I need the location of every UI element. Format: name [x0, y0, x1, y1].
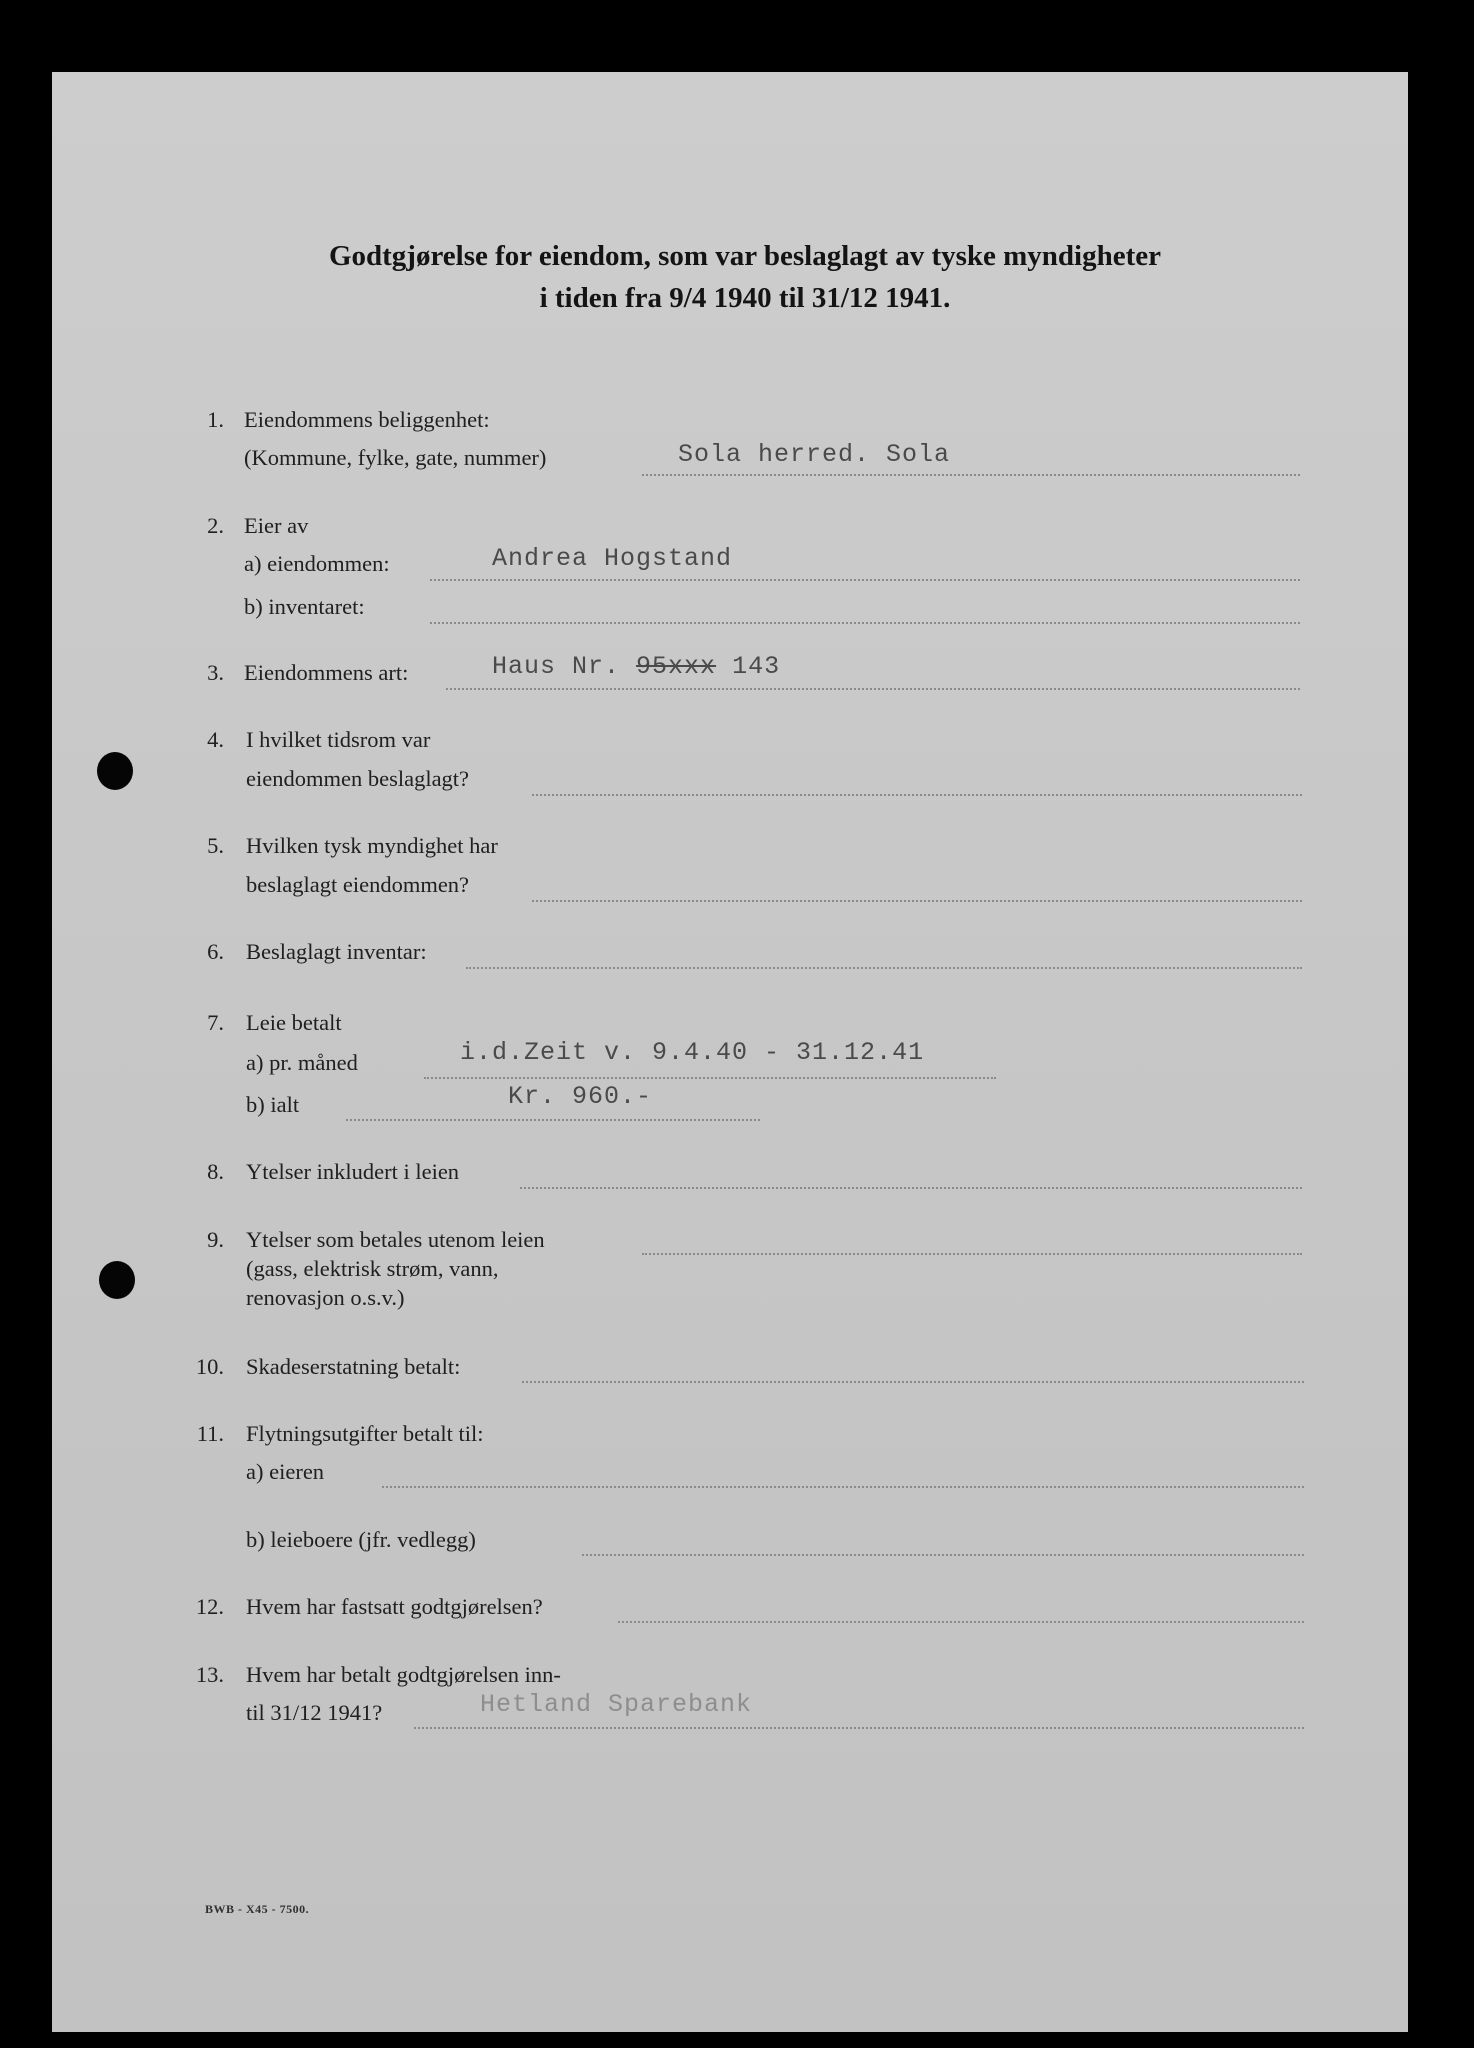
- form-page: [52, 72, 1408, 2032]
- item-12-line: [618, 1621, 1304, 1623]
- item-3-label: Eiendommens art:: [244, 660, 409, 685]
- item-3-value-suffix: 143: [732, 652, 781, 681]
- item-1-number: 1.: [207, 407, 224, 432]
- item-13-label: Hvem har betalt godtgjørelsen inn-: [246, 1662, 561, 1687]
- item-2a-value: Andrea Hogstand: [492, 544, 733, 573]
- item-9-sublabel2: renovasjon o.s.v.): [246, 1285, 405, 1310]
- punch-hole-top: [97, 752, 133, 790]
- item-11-label: Flytningsutgifter betalt til:: [246, 1421, 484, 1446]
- item-2a-line: [430, 579, 1300, 581]
- item-5-sublabel: beslaglagt eiendommen?: [246, 872, 470, 897]
- item-7b-label: b) ialt: [246, 1092, 300, 1117]
- item-5-label: Hvilken tysk myndighet har: [246, 833, 498, 858]
- item-2-label: Eier av: [244, 513, 309, 538]
- item-3-value-struck: 95xxx: [636, 652, 717, 681]
- punch-hole-bottom: [99, 1261, 135, 1299]
- item-12-number: 12.: [195, 1594, 224, 1619]
- item-9-label: Ytelser som betales utenom leien: [246, 1227, 545, 1252]
- item-11-number: 11.: [196, 1421, 224, 1446]
- item-9-sublabel: (gass, elektrisk strøm, vann,: [246, 1256, 499, 1281]
- item-10-number: 10.: [195, 1354, 224, 1379]
- form-title-line2: i tiden fra 9/4 1940 til 31/12 1941.: [539, 282, 951, 314]
- item-3-value: [492, 652, 780, 681]
- item-7a-label: a) pr. måned: [246, 1050, 358, 1075]
- item-11a-label: a) eieren: [246, 1459, 325, 1484]
- item-13-sublabel: til 31/12 1941?: [246, 1700, 383, 1725]
- item-6-label: Beslaglagt inventar:: [246, 939, 427, 964]
- item-1-line: [642, 474, 1300, 476]
- item-3-line: [446, 688, 1300, 690]
- item-11b-label: b) leieboere (jfr. vedlegg): [246, 1527, 476, 1552]
- item-9-line: [642, 1253, 1302, 1255]
- item-4-number: 4.: [207, 727, 224, 752]
- form-footer-code: BWB - X45 - 7500.: [205, 1902, 310, 1916]
- item-7b-line: [346, 1119, 760, 1121]
- item-1-sublabel: (Kommune, fylke, gate, nummer): [244, 445, 547, 470]
- item-5-line: [532, 900, 1302, 902]
- form-title-line1: Godtgjørelse for eiendom, som var beslaglagt av tyske myndigheter: [328, 240, 1162, 272]
- item-2b-line: [430, 622, 1300, 624]
- item-13-value: Hetland Sparebank: [480, 1690, 753, 1719]
- item-6-line: [466, 967, 1302, 969]
- item-2a-label: a) eiendommen:: [244, 551, 390, 576]
- item-4-sublabel: eiendommen beslaglagt?: [246, 766, 470, 791]
- item-7a-line: [424, 1077, 996, 1079]
- item-1-value: Sola herred. Sola: [678, 440, 951, 469]
- item-10-label: Skadeserstatning betalt:: [246, 1354, 461, 1379]
- item-11a-line: [382, 1486, 1304, 1488]
- item-1-label: Eiendommens beliggenhet:: [244, 407, 490, 432]
- item-5-number: 5.: [207, 833, 224, 858]
- item-8-line: [520, 1187, 1302, 1189]
- item-4-label: I hvilket tidsrom var: [246, 727, 431, 752]
- item-12-label: Hvem har fastsatt godtgjørelsen?: [246, 1594, 543, 1619]
- item-4-line: [532, 794, 1302, 796]
- item-7-number: 7.: [207, 1010, 224, 1035]
- item-7b-value: Kr. 960.-: [508, 1082, 653, 1111]
- item-3-number: 3.: [207, 660, 224, 685]
- item-11b-line: [582, 1554, 1304, 1556]
- item-2b-label: b) inventaret:: [244, 594, 365, 619]
- item-9-number: 9.: [207, 1227, 224, 1252]
- item-3-value-prefix: Haus Nr.: [492, 652, 621, 681]
- item-2-number: 2.: [207, 513, 224, 538]
- item-13-line: [414, 1727, 1304, 1729]
- item-8-number: 8.: [207, 1159, 224, 1184]
- item-8-label: Ytelser inkludert i leien: [246, 1159, 460, 1184]
- item-13-number: 13.: [195, 1662, 224, 1687]
- item-7-label: Leie betalt: [246, 1010, 342, 1035]
- item-10-line: [522, 1381, 1304, 1383]
- item-6-number: 6.: [207, 939, 224, 964]
- item-7a-value: i.d.Zeit v. 9.4.40 - 31.12.41: [460, 1038, 925, 1067]
